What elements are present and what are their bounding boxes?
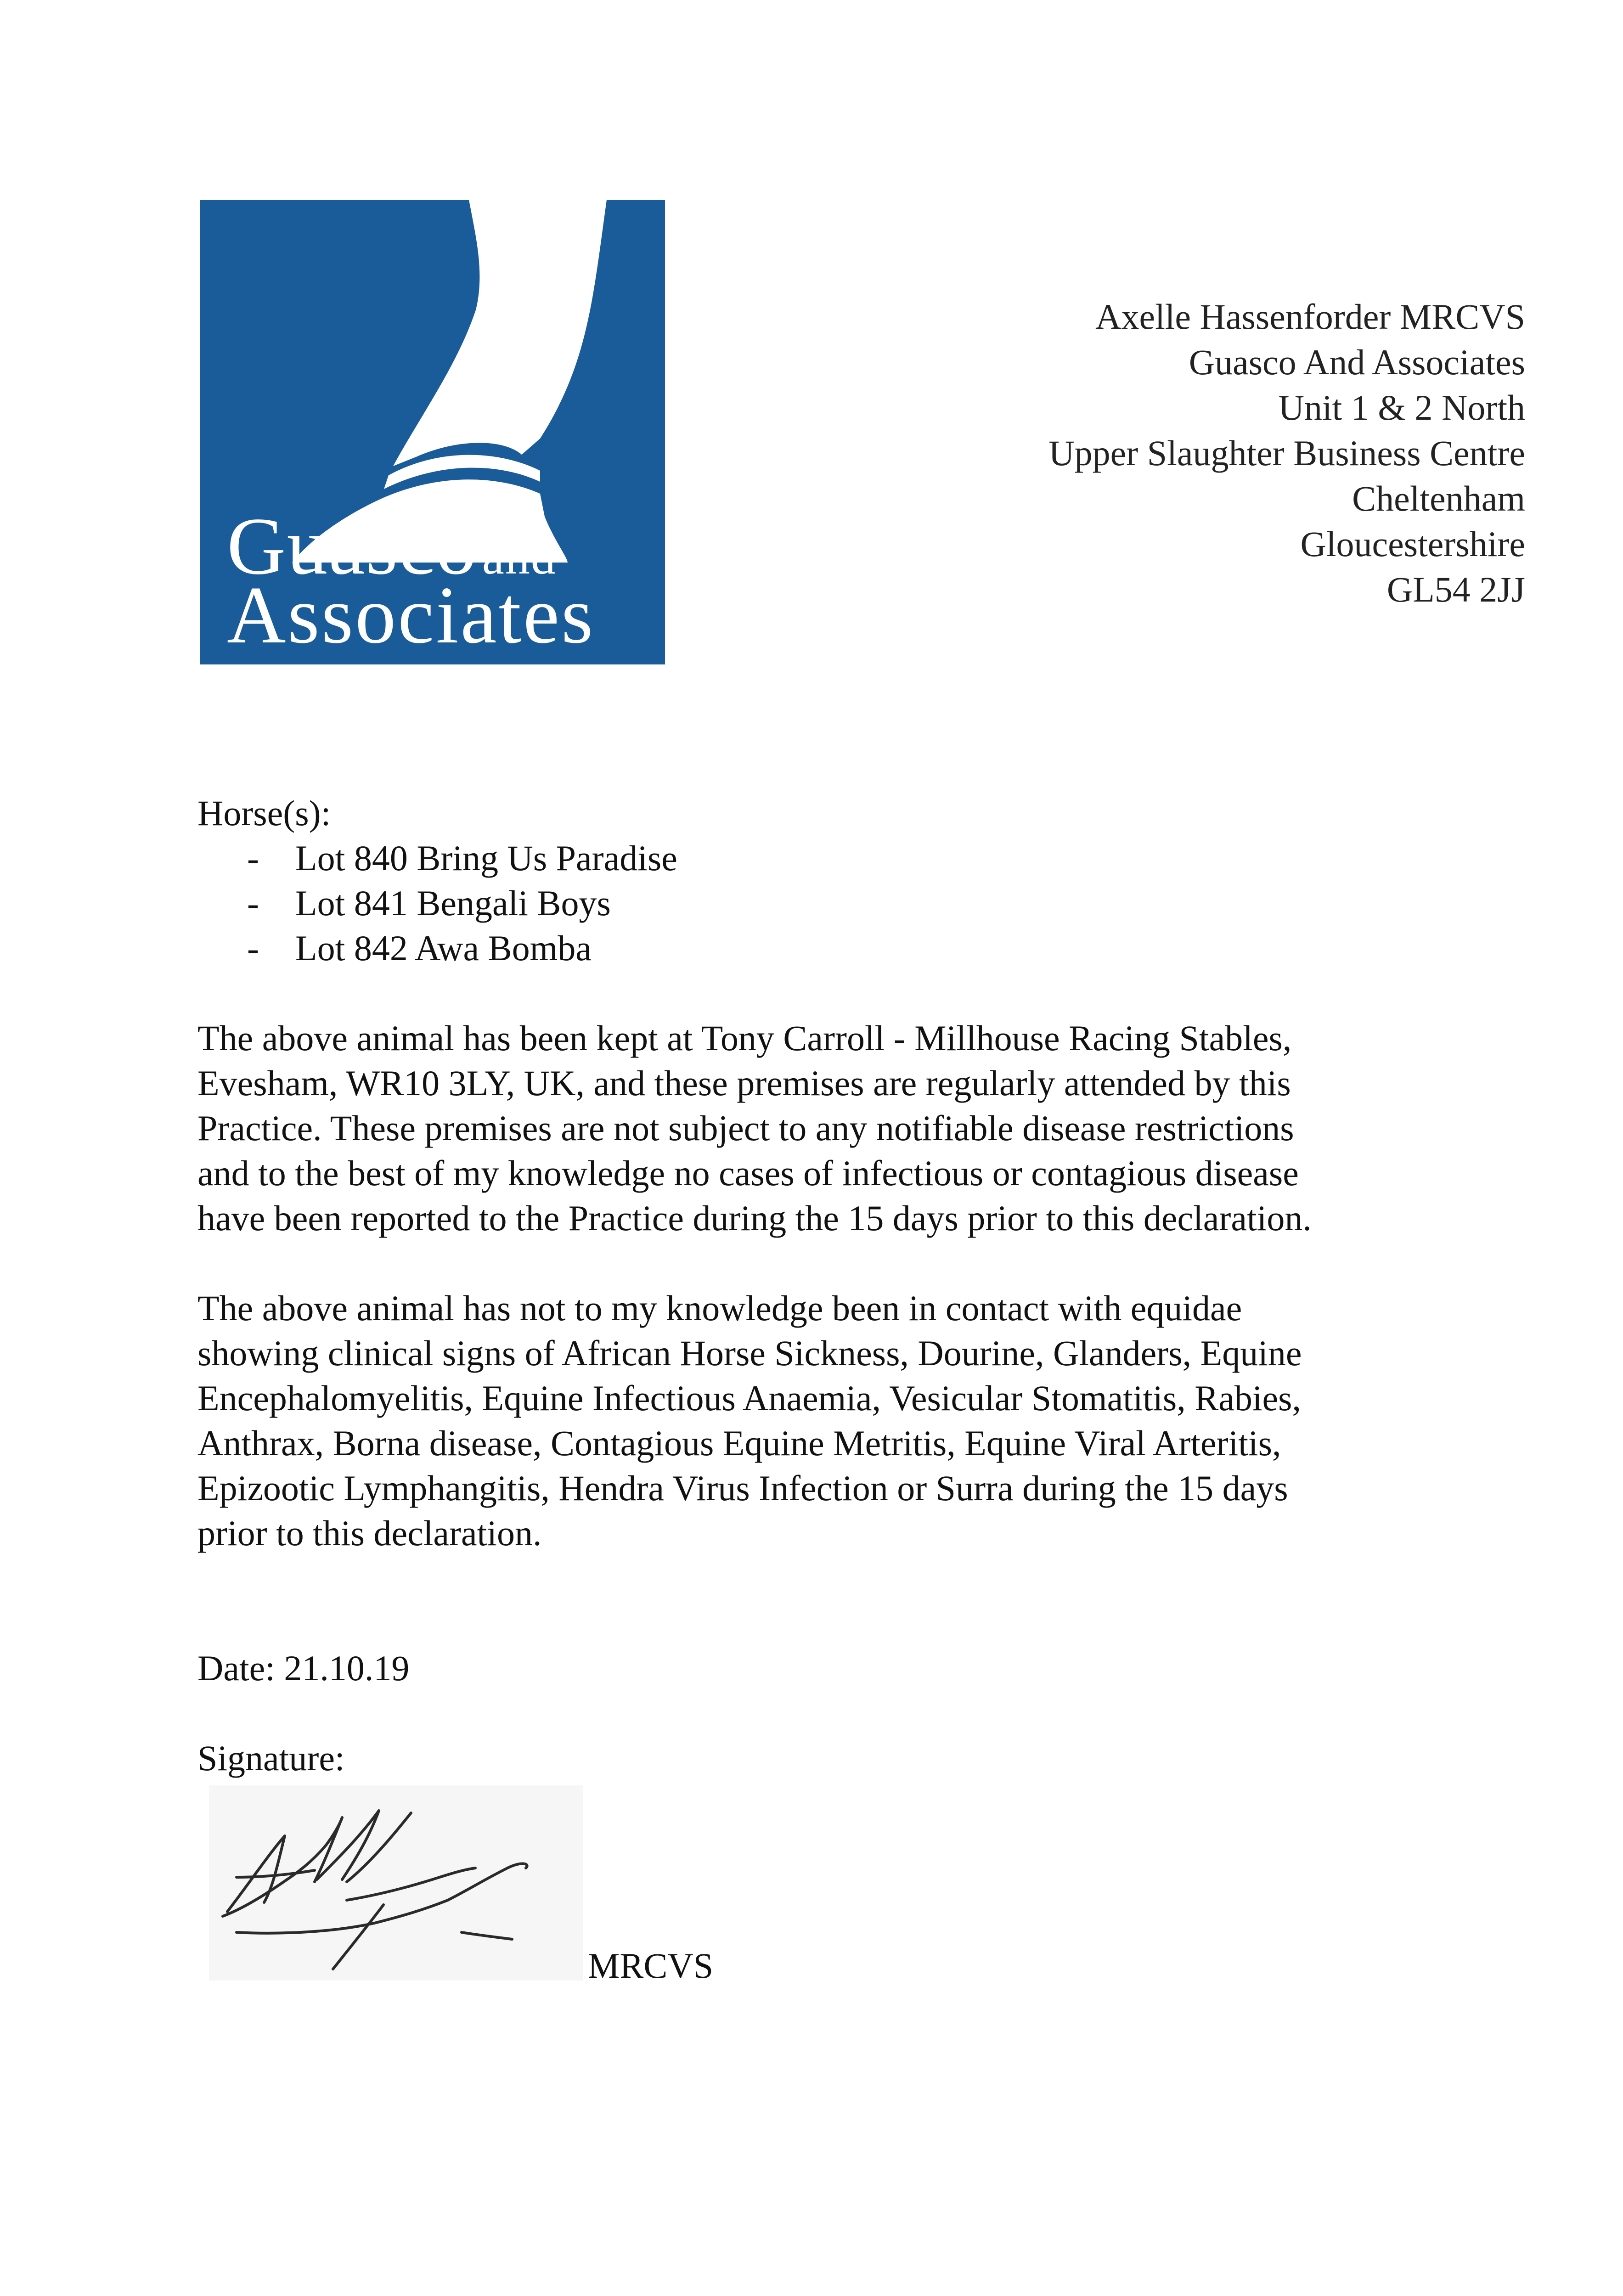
paragraph-line: Evesham, WR10 3LY, UK, and these premises are regularly attended by this (197, 1063, 1291, 1103)
handwritten-signature (209, 1785, 583, 1981)
horse-name: Lot 842 Awa Bomba (295, 928, 592, 968)
address-line: Guasco And Associates (1189, 342, 1525, 382)
logo-associates: Associates (227, 569, 595, 660)
address-line: Unit 1 & 2 North (1278, 388, 1525, 428)
paragraph-line: Anthrax, Borna disease, Contagious Equine Metritis, Equine Viral Arteritis, (197, 1423, 1281, 1463)
address-line: GL54 2JJ (1386, 569, 1525, 609)
signature-scribble (209, 1785, 583, 1981)
signature-label: Signature: (197, 1738, 345, 1778)
paragraph-line: The above animal has not to my knowledge been in contact with equidae (197, 1288, 1242, 1328)
declaration-body (197, 791, 1437, 1781)
logo-name: Guasco (227, 501, 478, 591)
address-block (1048, 294, 1525, 612)
bullet-dash: - (247, 838, 259, 878)
company-logo (200, 200, 665, 664)
paragraph-line: The above animal has been kept at Tony Carroll - Millhouse Racing Stables, (197, 1018, 1292, 1058)
bullet-dash: - (247, 883, 259, 923)
horses-label: Horse(s): (197, 793, 331, 833)
paragraph-line: prior to this declaration. (197, 1513, 542, 1553)
paragraph-line: Epizootic Lymphangitis, Hendra Virus Infection or Surra during the 15 days (197, 1468, 1288, 1508)
paragraph-line: Practice. These premises are not subject to any notifiable disease restrictions (197, 1108, 1294, 1148)
paragraph-line: showing clinical signs of African Horse Sickness, Dourine, Glanders, Equine (197, 1333, 1302, 1373)
logo-and: and (482, 530, 557, 585)
address-line: Cheltenham (1352, 478, 1525, 518)
signature-suffix: MRCVS (588, 1946, 714, 1986)
horse-item (197, 926, 1437, 971)
address-line: Gloucestershire (1300, 524, 1525, 564)
horse-name: Lot 841 Bengali Boys (295, 883, 611, 923)
paragraph-line: Encephalomyelitis, Equine Infectious Anaemia, Vesicular Stomatitis, Rabies, (197, 1378, 1302, 1418)
paragraph-line: and to the best of my knowledge no cases of infectious or contagious disease (197, 1153, 1299, 1193)
bullet-dash: - (247, 928, 259, 968)
horse-item (197, 836, 1437, 881)
horse-name: Lot 840 Bring Us Paradise (295, 838, 677, 878)
address-line: Axelle Hassenforder MRCVS (1095, 297, 1525, 337)
contact-paragraph (197, 1286, 1437, 1556)
horses-list (197, 836, 1437, 971)
premises-paragraph (197, 1016, 1437, 1241)
paragraph-line: have been reported to the Practice during the 15 days prior to this declaration. (197, 1198, 1312, 1238)
horse-item (197, 881, 1437, 926)
address-line: Upper Slaughter Business Centre (1048, 433, 1525, 473)
declaration-date: Date: 21.10.19 (197, 1648, 410, 1688)
